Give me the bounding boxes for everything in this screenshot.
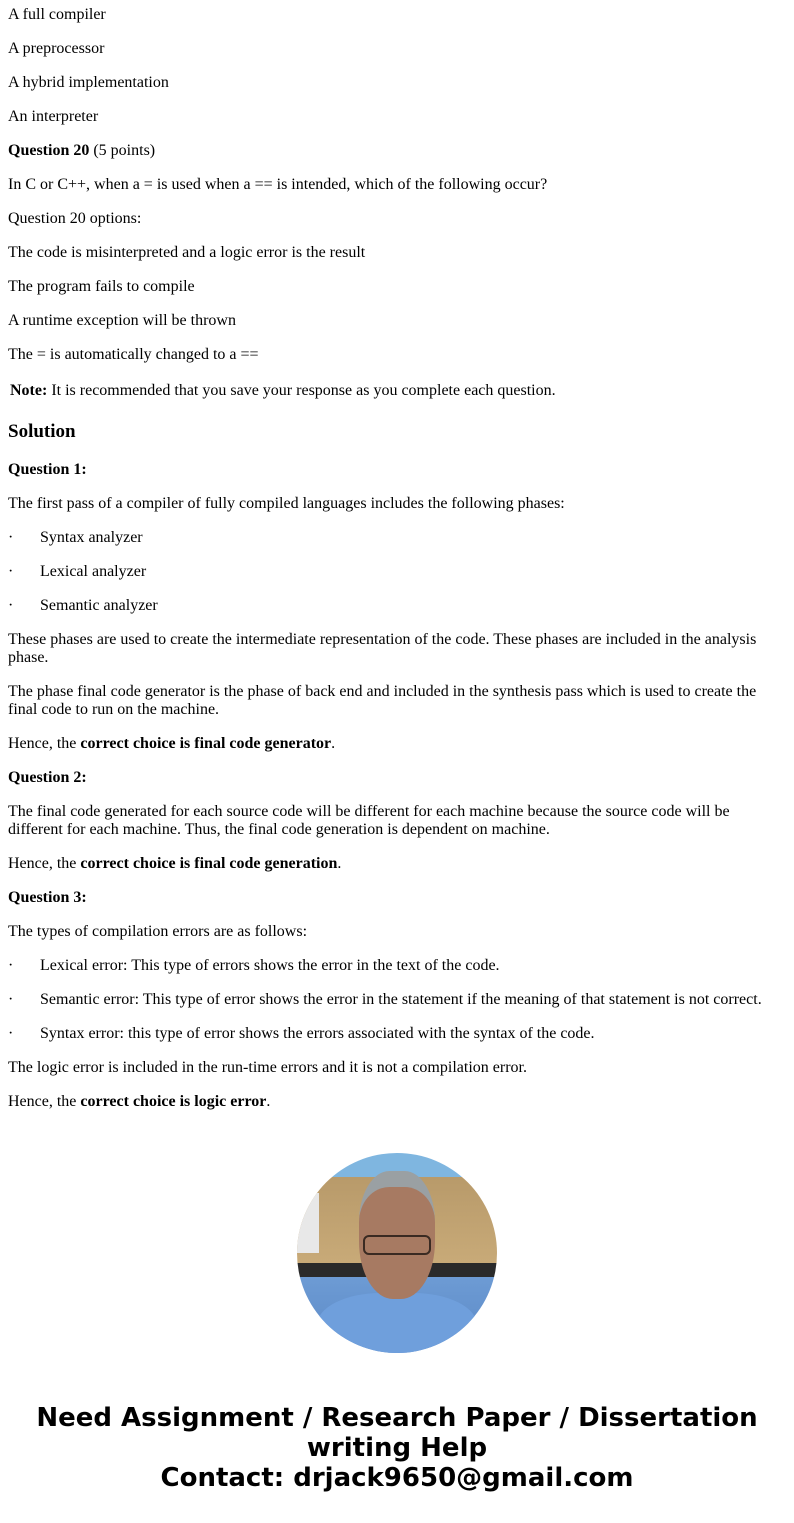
list-item	[8, 529, 143, 547]
avatar-background-wall	[297, 1193, 319, 1253]
list-item-text: Syntax analyzer	[40, 529, 143, 546]
promo-line-1: Need Assignment / Research Paper / Dissertation	[36, 1403, 758, 1433]
avatar-shirt	[317, 1293, 477, 1353]
avatar-glasses	[363, 1235, 431, 1255]
list-item	[8, 991, 762, 1009]
q3-conclusion	[8, 1093, 270, 1111]
conclusion-answer: correct choice is final code generation	[80, 855, 338, 872]
q2-title	[8, 769, 87, 787]
author-avatar	[297, 1153, 497, 1353]
q2-conclusion	[8, 855, 341, 873]
conclusion-answer: correct choice is final code generator	[80, 735, 332, 752]
save-note	[10, 382, 556, 400]
question-20-option: The program fails to compile	[8, 278, 195, 295]
option-text: A hybrid implementation	[8, 74, 169, 91]
note-text: It is recommended that you save your response as you complete each question.	[47, 382, 556, 399]
bullet-icon: ·	[8, 1025, 14, 1042]
bullet-icon: ·	[8, 991, 14, 1008]
list-item	[8, 563, 146, 581]
conclusion-suffix: .	[331, 735, 336, 752]
list-item-text: Semantic error: This type of error shows the error in the statement if the meaning of that statement is not correct.	[40, 991, 762, 1008]
conclusion-answer: correct choice is logic error	[80, 1093, 267, 1110]
list-item	[8, 597, 158, 615]
promo-line-2: writing Help	[306, 1433, 488, 1463]
conclusion-suffix: .	[337, 855, 342, 872]
q1-para-1: These phases are used to create the intermediate representation of the code. These phases are included in the analysis phase.	[8, 631, 757, 666]
q2-para-1: The final code generated for each source code will be different for each machine because the source code will be different for each machine. Thus, the final code generation is dependent on machine.	[8, 803, 730, 838]
list-item-text: Semantic analyzer	[40, 597, 158, 614]
list-item-text: Syntax error: this type of error shows the errors associated with the syntax of the code.	[40, 1025, 595, 1042]
note-label: Note:	[10, 382, 48, 399]
question-20-header	[8, 142, 155, 160]
conclusion-prefix: Hence, the	[8, 855, 81, 872]
solution-heading: Solution	[8, 421, 76, 442]
q1-intro: The first pass of a compiler of fully compiled languages includes the following phases:	[8, 495, 565, 512]
conclusion-prefix: Hence, the	[8, 735, 81, 752]
promo-contact: Contact: drjack9650@gmail.com	[160, 1463, 634, 1493]
list-item-text: Lexical error: This type of errors shows the error in the text of the code.	[40, 957, 500, 974]
q3-intro: The types of compilation errors are as follows:	[8, 923, 308, 940]
option-text: A full compiler	[8, 6, 106, 23]
list-item	[8, 1025, 595, 1043]
list-item	[8, 957, 500, 975]
question-20-option: A runtime exception will be thrown	[8, 312, 236, 329]
q1-conclusion	[8, 735, 335, 753]
conclusion-suffix: .	[266, 1093, 271, 1110]
q3-para-1: The logic error is included in the run-time errors and it is not a compilation error.	[8, 1059, 527, 1076]
promo-banner	[0, 1403, 794, 1493]
bullet-icon: ·	[8, 957, 14, 974]
question-20-option: The code is misinterpreted and a logic error is the result	[8, 244, 366, 261]
question-20-option: The = is automatically changed to a ==	[8, 346, 259, 363]
conclusion-prefix: Hence, the	[8, 1093, 81, 1110]
question-20-options-label: Question 20 options:	[8, 210, 142, 227]
question-20-points: (5 points)	[93, 142, 156, 159]
question-20-prompt: In C or C++, when a = is used when a == is intended, which of the following occur?	[8, 176, 548, 193]
question-20-title: Question 20	[8, 142, 90, 159]
q1-title-text: Question 1:	[8, 461, 87, 478]
option-text: An interpreter	[8, 108, 99, 125]
option-text: A preprocessor	[8, 40, 105, 57]
q3-title-text: Question 3:	[8, 889, 87, 906]
bullet-icon: ·	[8, 563, 14, 580]
q2-title-text: Question 2:	[8, 769, 87, 786]
q1-para-2: The phase final code generator is the phase of back end and included in the synthesis pass which is used to create the final code to run on the machine.	[8, 683, 757, 718]
list-item-text: Lexical analyzer	[40, 563, 147, 580]
bullet-icon: ·	[8, 597, 14, 614]
bullet-icon: ·	[8, 529, 14, 546]
q3-title	[8, 889, 87, 907]
q1-title	[8, 461, 87, 479]
